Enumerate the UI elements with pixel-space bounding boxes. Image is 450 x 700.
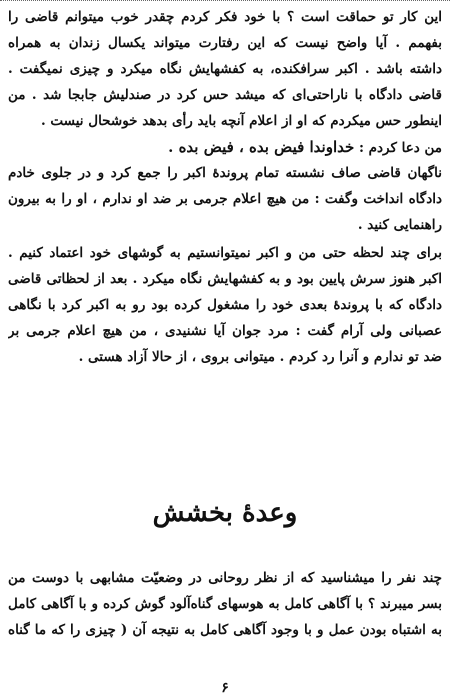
chapter-title: وعدهٔ بخشش: [152, 498, 298, 528]
text-line: چند نفر را میشناسید که از نظر روحانی در وضعیّت مشابهی با دوست من: [8, 570, 442, 586]
paragraph-top: [8, 4, 442, 160]
prayer-prefix: من دعا کردم :: [358, 140, 442, 156]
text-line: اکبر هنوز سرش پایین بود و به کفشهایش نگاه میکرد . بعد از لحظاتی قاضی: [8, 271, 442, 287]
prayer-line: [8, 134, 442, 160]
text-line: دادگاه انداخت وگفت : من هیچ اعلام جرمی بر ضد او ندارم ، او را به بیرون: [8, 191, 442, 207]
paragraph-bottom: [8, 240, 442, 370]
text-line: برای چند لحظه حتی من و اکبر نمیتوانستیم به گوشهای خود اعتماد کنیم .: [8, 245, 442, 261]
paragraph-chapter: [8, 565, 442, 643]
text-line: ناگهان قاضی صاف نشسته تمام پروندهٔ اکبر را جمع کرد و در جلوی خادم: [8, 165, 442, 181]
text-line: راهنمایی کنید .: [357, 217, 442, 233]
prayer-text: خداوندا فیض بده ، فیض بده .: [168, 138, 355, 156]
paragraph-middle: [8, 160, 442, 238]
text-line: اینطور حس میکردم که او از اعلام آنچه باید رأی بدهد خوشحال نیست .: [41, 113, 442, 129]
text-line: این کار تو حماقت است ؟ با خود فکر کردم چقدر خوب میتوانم قاضی را: [8, 9, 442, 25]
text-line: قاضی دادگاه با ناراحتی‌ای که میشد حس کرد در صندلیش جابجا شد . من: [8, 87, 442, 103]
text-line: ضد تو ندارم و آنرا رد کردم . میتوانی بروی ، از حالا آزاد هستی .: [78, 349, 442, 365]
text-line: بسر میبرند ؟ با آگاهی کامل به هوسهای گناه‌آلود گوش کرده و با آگاهی کامل: [8, 596, 442, 612]
text-line: عصبانی ولی آرام گفت : مرد جوان آیا نشنیدی ، من هیچ اعلام جرمی بر: [8, 323, 442, 339]
page-number: ۶: [221, 680, 229, 696]
text-line: دادگاه که با پروندهٔ بعدی خود را مشغول کرده بود رو به اکبر کرد با نگاهی: [8, 297, 442, 313]
text-line: داشته باشد . اکبر سرافکنده، به کفشهایش نگاه میکرد و چیزی نمیگفت .: [8, 61, 442, 77]
top-border: [0, 0, 450, 3]
text-line: بفهمم . آیا واضح نیست که این رفتارت میتواند یکسال زندان به همراه: [8, 35, 442, 51]
text-line: به اشتباه بودن عمل و با وجود آگاهی کامل به نتیجه آن ( چیزی را که ما گناه: [8, 622, 442, 638]
